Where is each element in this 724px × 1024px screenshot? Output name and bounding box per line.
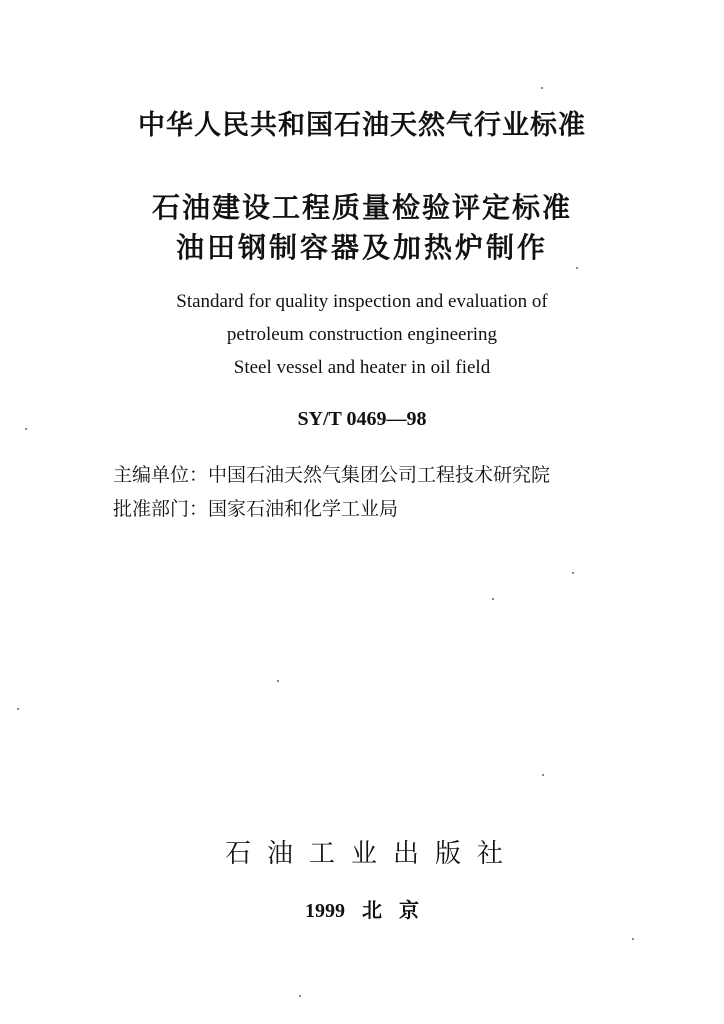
compiling-unit: 主编单位：中国石油天然气集团公司工程技术研究院 xyxy=(113,464,551,486)
publisher-name: 石油工业出版社 xyxy=(224,839,519,869)
chinese-title-line-2: 油田钢制容器及加热炉制作 xyxy=(175,231,548,264)
english-title-line-2: petroleum construction engineering xyxy=(226,324,498,345)
chinese-title-line-1: 石油建设工程质量检验评定标准 xyxy=(151,191,572,224)
english-title-line-1: Standard for quality inspection and evaluation of xyxy=(176,291,548,312)
scan-speck xyxy=(299,995,301,997)
english-title-line-3: Steel vessel and heater in oil field xyxy=(233,357,491,378)
publication-year-city: 1999 北 京 xyxy=(305,900,419,922)
scan-speck xyxy=(25,428,27,430)
scan-speck xyxy=(632,938,634,940)
scan-speck xyxy=(576,267,578,269)
standard-code: SY/T 0469—98 xyxy=(297,408,427,430)
industry-standard-header: 中华人民共和国石油天然气行业标准 xyxy=(138,110,586,141)
scan-speck xyxy=(492,598,494,600)
scan-speck xyxy=(541,87,543,89)
approving-department: 批准部门：国家石油和化学工业局 xyxy=(113,498,399,520)
scan-speck xyxy=(17,708,19,710)
scan-speck xyxy=(572,572,574,574)
scan-speck xyxy=(542,774,544,776)
scan-speck xyxy=(277,680,279,682)
